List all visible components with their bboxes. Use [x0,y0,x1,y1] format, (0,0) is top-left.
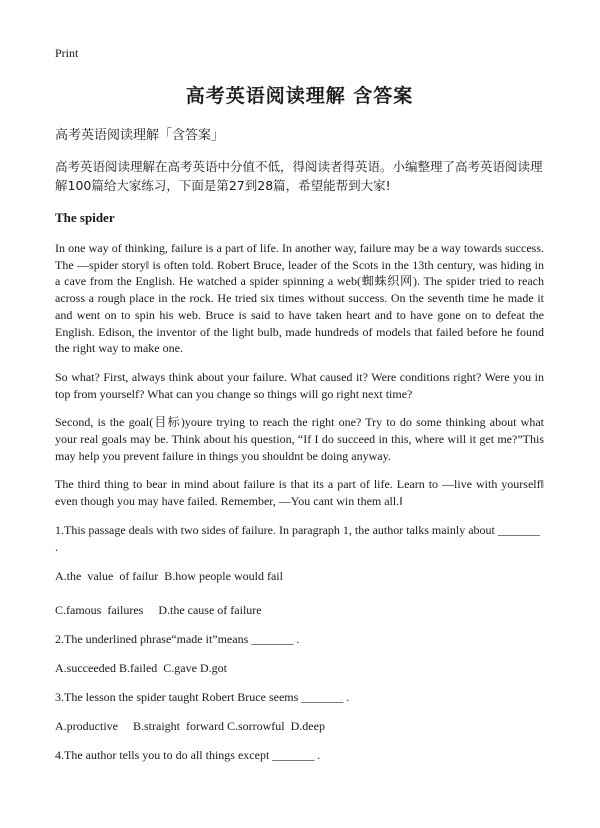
passage-paragraph-1: In one way of thinking, failure is a part of life. In another way, failure may be a way towards success. The —spider story‖ is often told. Robert Bruce, leader of the Scots in the 13th century, was hiding in a cave from the English. He watched a spider spinning a web(蜘蛛织网). The spider tried to reach across a rough place in the rock. He tried six times without success. On the seventh time he made it and went on to spin his web. Bruce is said to have taken heart and to have gone on to defeat the English. Edison, the inventor of the light bulb, made hundreds of models that failed before he found the right way to make one. [55,241,544,356]
question-3-options: A.productive B.straight forward C.sorrowful D.deep [55,718,325,733]
question-1-options: A.the value of failur B.how people would fail C.famous failures D.the cause of failure [55,568,283,617]
intro-paragraph: 高考英语阅读理解在高考英语中分值不低，得阅读者得英语。小编整理了高考英语阅读理解100篇给大家练习，下面是第27到28篇，希望能帮到大家! [55,159,543,193]
passage-paragraph-2: So what? First, always think about your failure. What caused it? Were conditions right? Were you in top from yourself? What can you change so things will go right next time? [55,369,544,401]
print-label: Print [55,46,79,60]
question-3-stem: 3.The lesson the spider taught Robert Bruce seems _______ . [55,689,350,704]
passage-paragraph-4: The third thing to bear in mind about failure is that its a part of life. Learn to —live with yourself‖ even though you may have failed. Remember, —You cant win them all.‖ [55,477,544,509]
question-4-stem: 4.The author tells you to do all things except _______ . [55,747,321,762]
passage-heading: The spider [55,210,115,225]
document-title: 高考英语阅读理解 含答案 [185,85,414,107]
question-2-stem: 2.The underlined phrase“made it”means _______ . [55,631,300,646]
document-subtitle: 高考英语阅读理解「含答案」 [55,128,225,143]
question-2-options: A.succeeded B.failed C.gave D.got [55,660,227,675]
passage-paragraph-3: Second, is the goal(目标)youre trying to reach the right one? Try to do some thinking about what your real goals may be. Think about his question, “If I do succeed in this, where will it get me?”This may help you prevent failure in things you shouldnt be doing anyway. [55,415,544,463]
question-1-stem: 1.This passage deals with two sides of failure. In paragraph 1, the author talks mainly about _______ . [55,522,540,554]
